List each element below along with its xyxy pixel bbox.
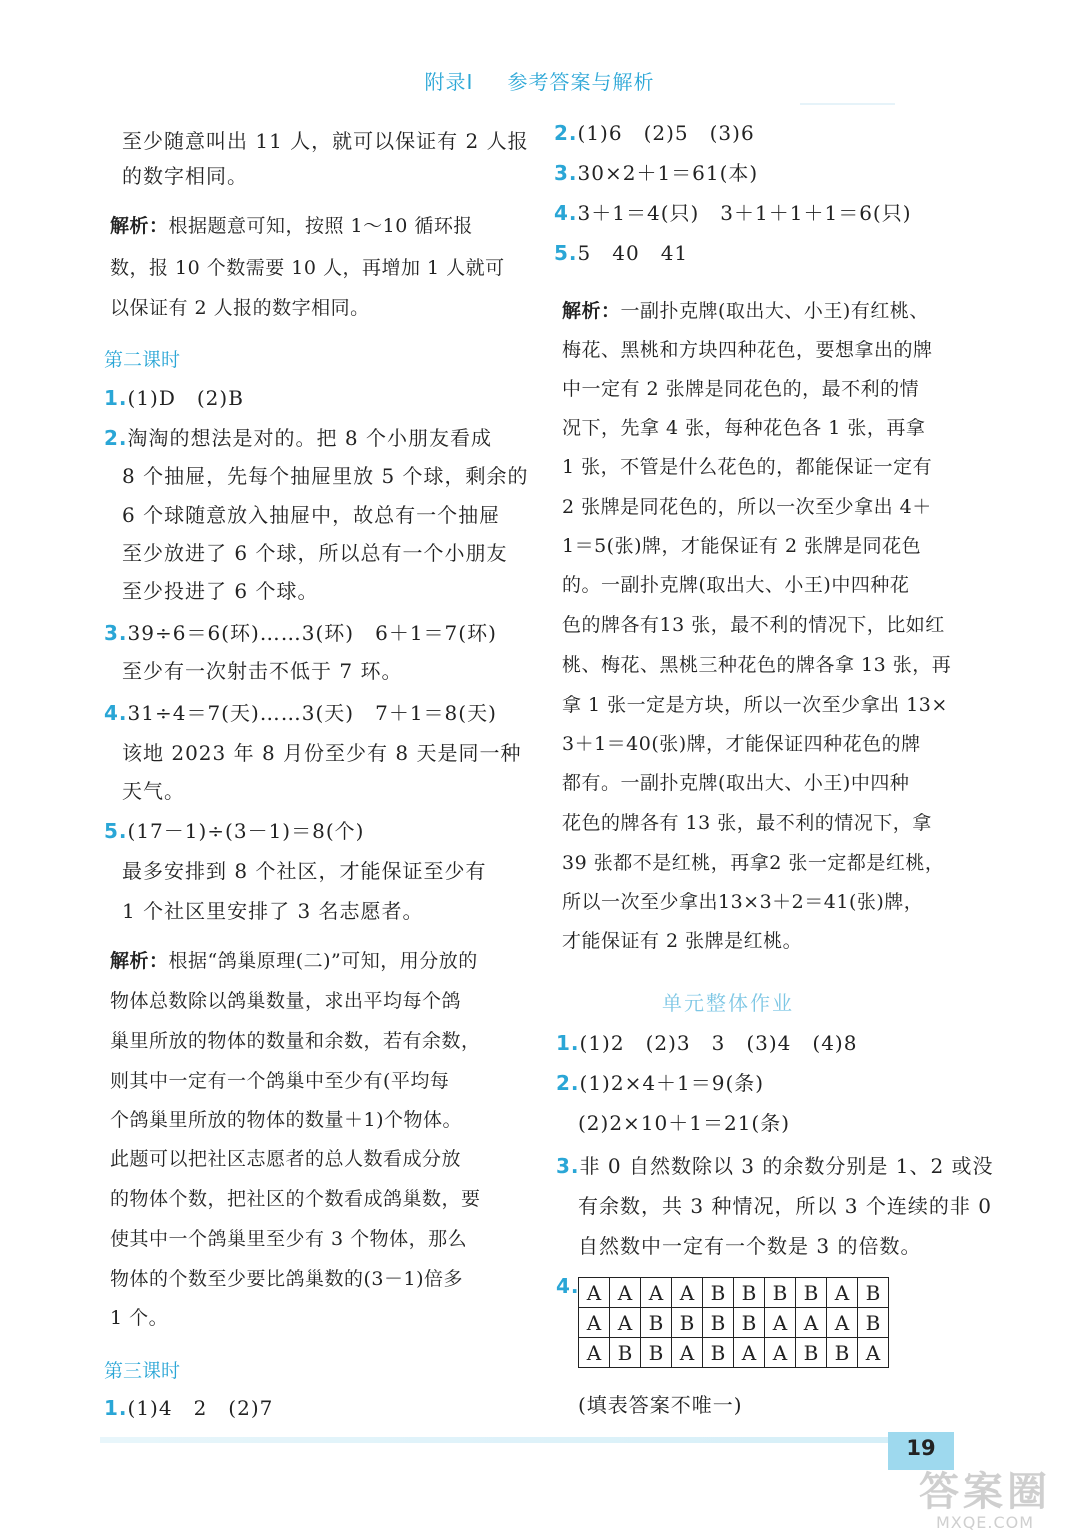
grid-cell: B — [765, 1278, 796, 1308]
analysis-3-line-16: 所以一次至少拿出13×3＋2＝41(张)牌， — [562, 891, 924, 913]
analysis-2-line-3: 巢里所放的物体的数量和余数，若有余数， — [110, 1030, 481, 1052]
grid-cell: A — [796, 1308, 827, 1338]
analysis-label: 解析： — [110, 950, 169, 972]
analysis-3-line-10: 桃、梅花、黑桃三种花色的牌各拿 13 张，再 — [562, 654, 952, 676]
analysis-3-line-11: 拿 1 张一定是方块，所以一次至少拿出 13× — [562, 694, 948, 716]
grid-cell: A — [579, 1278, 610, 1308]
q2-line-5: 至少投进了 6 个球。 — [122, 579, 319, 603]
page-number: 19 — [906, 1436, 936, 1460]
q3-line-2: 至少有一次射击不低于 7 环。 — [122, 659, 403, 683]
q2-line-3: 6 个球随意放入抽屉中，故总有一个抽屉 — [122, 503, 501, 527]
grid-cell: A — [610, 1278, 641, 1308]
analysis-3-line-6: 2 张牌是同花色的，所以一次至少拿出 4＋ — [562, 496, 932, 518]
q2-line-4: 至少放进了 6 个球，所以总有一个小朋友 — [122, 541, 508, 565]
section-lesson-2: 第二课时 — [104, 349, 181, 371]
grid-cell: A — [579, 1308, 610, 1338]
analysis-label: 解析： — [562, 300, 621, 322]
q5-line-1: 5.(17－1)÷(3－1)＝8(个) — [104, 819, 365, 843]
q4-line-1: 4.31÷4＝7(天)……3(天) 7＋1＝8(天) — [104, 701, 497, 725]
grid-cell: B — [610, 1338, 641, 1368]
grid-cell: A — [827, 1308, 858, 1338]
watermark-logo-text: 答案圈 — [919, 1469, 1051, 1515]
grid-cell: B — [703, 1338, 734, 1368]
grid-row — [579, 1308, 889, 1338]
grid-note: (填表答案不唯一) — [578, 1393, 743, 1417]
grid-cell: A — [734, 1338, 765, 1368]
q4-line-2: 该地 2023 年 8 月份至少有 8 天是同一种 — [122, 741, 522, 765]
r5-line: 5.5 40 41 — [554, 241, 689, 265]
analysis-label: 解析： — [110, 215, 169, 237]
u1-line: 1.(1)2 (2)3 3 (3)4 (4)8 — [556, 1031, 858, 1055]
r2-line: 2.(1)6 (2)5 (3)6 — [554, 121, 755, 145]
analysis-3-line-9: 色的牌各有13 张，最不利的情况下，比如红 — [562, 614, 945, 636]
grid-cell: A — [579, 1338, 610, 1368]
analysis-2-line-8: 使其中一个鸽巢里至少有 3 个物体，那么 — [110, 1228, 468, 1250]
analysis-3-line-12: 3＋1＝40(张)牌，才能保证四种花色的牌 — [562, 733, 921, 755]
analysis-2-line-1: 解析：根据“鸽巢原理(二)”可知，用分放的 — [110, 950, 478, 972]
analysis-3-line-4: 况下，先拿 4 张，每种花色各 1 张，再拿 — [562, 417, 926, 439]
analysis-3-line-15: 39 张都不是红桃，再拿2 张一定都是红桃， — [562, 852, 945, 874]
analysis-3-line-1: 解析：一副扑克牌(取出大、小王)有红桃、 — [562, 300, 929, 322]
analysis-3-line-7: 1＝5(张)牌，才能保证有 2 张牌是同花色 — [562, 535, 922, 557]
analysis-1-line-3: 以保证有 2 人报的数字相同。 — [110, 297, 370, 319]
analysis-2-line-10: 1 个。 — [110, 1307, 169, 1329]
analysis-3-line-2: 梅花、黑桃和方块四种花色，要想拿出的牌 — [562, 339, 933, 361]
grid-cell: A — [672, 1338, 703, 1368]
grid-cell: B — [827, 1338, 858, 1368]
q6-line: 1.(1)4 2 (2)7 — [104, 1396, 274, 1420]
analysis-2-line-6: 此题可以把社区志愿者的总人数看成分放 — [110, 1148, 462, 1170]
analysis-3-line-14: 花色的牌各有 13 张，最不利的情况下，拿 — [562, 812, 932, 834]
analysis-2-line-5: 个鸽巢里所放的物体的数量＋1)个物体。 — [110, 1109, 463, 1131]
grid-cell: B — [703, 1308, 734, 1338]
analysis-1-line-2: 数，报 10 个数需要 10 人，再增加 1 人就可 — [110, 257, 505, 279]
grid-cell: B — [641, 1338, 672, 1368]
grid-row — [579, 1278, 889, 1308]
grid-cell: A — [610, 1308, 641, 1338]
grid-cell: A — [765, 1308, 796, 1338]
analysis-3-line-3: 中一定有 2 张牌是同花色的，最不利的情 — [562, 378, 920, 400]
u2-line-1: 2.(1)2×4＋1＝9(条) — [556, 1071, 765, 1095]
q4-line-3: 天气。 — [122, 779, 185, 803]
grid-cell: B — [858, 1308, 889, 1338]
analysis-3-line-5: 1 张，不管是什么花色的，都能保证一定有 — [562, 456, 933, 478]
analysis-2-line-7: 的物体个数，把社区的个数看成鸽巢数，要 — [110, 1188, 481, 1210]
grid-cell: A — [827, 1278, 858, 1308]
grid-cell: B — [703, 1278, 734, 1308]
grid-cell: B — [796, 1338, 827, 1368]
grid-cell: B — [858, 1278, 889, 1308]
analysis-2-line-9: 物体的个数至少要比鸽巢数的(3－1)倍多 — [110, 1268, 464, 1290]
grid-cell: B — [672, 1308, 703, 1338]
grid-cell: B — [796, 1278, 827, 1308]
grid-cell: A — [858, 1338, 889, 1368]
watermark — [900, 1470, 1070, 1530]
u3-line-1: 3.非 0 自然数除以 3 的余数分别是 1、2 或没 — [556, 1154, 994, 1178]
q3-line-1: 3.39÷6＝6(环)……3(环) 6＋1＝7(环) — [104, 621, 497, 645]
u2-line-2: (2)2×10＋1＝21(条) — [578, 1111, 791, 1135]
q5-line-3: 1 个社区里安排了 3 名志愿者。 — [122, 899, 424, 923]
page-header — [0, 66, 1079, 95]
grid-cell: A — [765, 1338, 796, 1368]
q2-line-2: 8 个抽屉，先每个抽屉里放 5 个球，剩余的 — [122, 464, 529, 488]
section-lesson-3: 第三课时 — [104, 1360, 181, 1382]
analysis-3-line-8: 的。一副扑克牌(取出大、小王)中四种花 — [562, 574, 910, 596]
grid-cell: A — [641, 1278, 672, 1308]
q5-line-2: 最多安排到 8 个社区，才能保证至少有 — [122, 859, 487, 883]
unit-title: 单元整体作业 — [662, 991, 794, 1015]
analysis-3-line-13: 都有。一副扑克牌(取出大、小王)中四种 — [562, 772, 910, 794]
intro-line-1: 至少随意叫出 11 人，就可以保证有 2 人报 — [122, 129, 529, 153]
r3-line: 3.30×2＋1＝61(本) — [554, 161, 759, 185]
q1-line: 1.(1)D (2)B — [104, 386, 244, 410]
u3-line-3: 自然数中一定有一个数是 3 的倍数。 — [578, 1234, 922, 1258]
r4-line: 4.3＋1＝4(只) 3＋1＋1＋1＝6(只) — [554, 201, 912, 225]
u3-line-2: 有余数，共 3 种情况，所以 3 个连续的非 0 — [578, 1194, 992, 1218]
appendix-label: 附录Ⅰ — [424, 70, 474, 94]
intro-line-2: 的数字相同。 — [122, 164, 248, 188]
answer-grid — [578, 1277, 889, 1368]
header-title: 参考答案与解析 — [507, 70, 655, 94]
watermark-url: MXQE.COM — [935, 1513, 1035, 1532]
grid-cell: B — [734, 1308, 765, 1338]
footer-band — [100, 1437, 890, 1443]
grid-cell: A — [672, 1278, 703, 1308]
analysis-1-line-1: 解析：根据题意可知，按照 1～10 循环报 — [110, 215, 473, 237]
grid-row — [579, 1338, 889, 1368]
analysis-3-line-17: 才能保证有 2 张牌是红桃。 — [562, 930, 803, 952]
header-rule — [800, 103, 895, 105]
grid-cell: B — [641, 1308, 672, 1338]
grid-cell: B — [734, 1278, 765, 1308]
analysis-2-line-4: 则其中一定有一个鸽巢中至少有(平均每 — [110, 1070, 450, 1092]
q2-line-1: 2.淘淘的想法是对的。把 8 个小朋友看成 — [104, 426, 492, 450]
u4-number: 4. — [556, 1274, 580, 1298]
analysis-2-line-2: 物体总数除以鸽巢数量，求出平均每个鸽 — [110, 990, 462, 1012]
